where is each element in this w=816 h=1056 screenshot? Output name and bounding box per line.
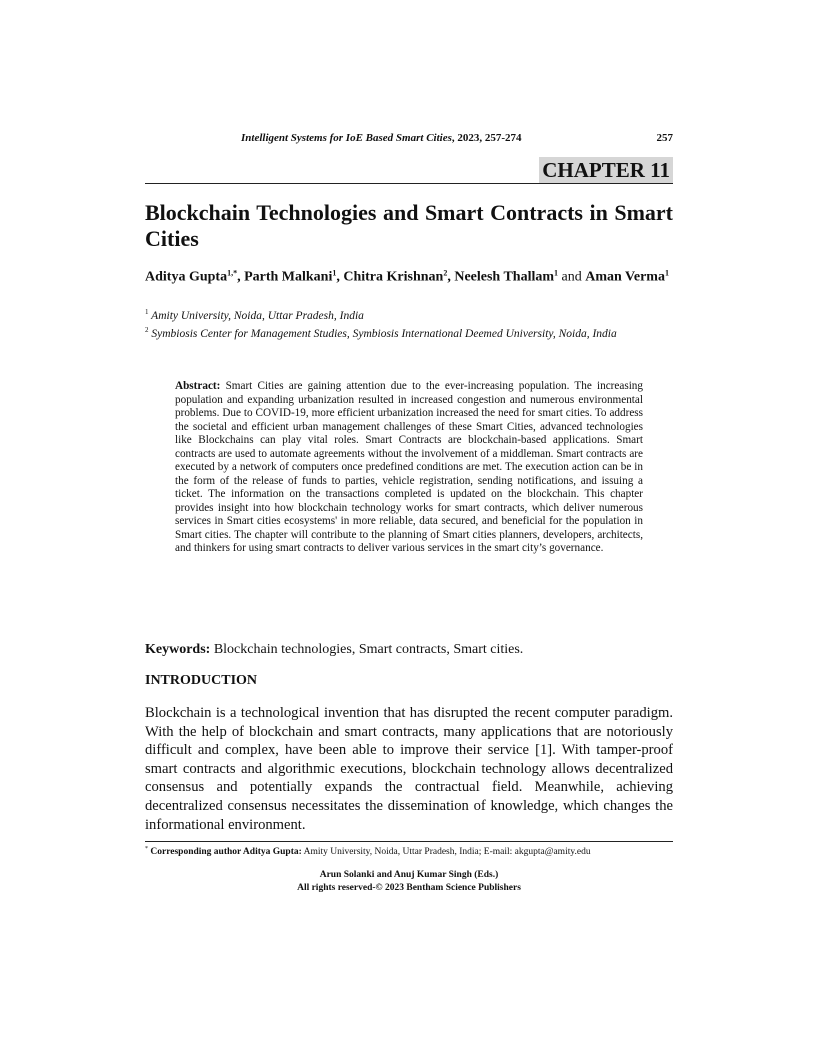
affiliation-marker: 2 <box>145 326 149 334</box>
author-separator: and <box>558 269 586 285</box>
footnote-text: Amity University, Noida, Uttar Pradesh, India; E-mail: akgupta@amity.edu <box>303 847 591 858</box>
affiliation-text: Amity University, Noida, Uttar Pradesh, India <box>151 309 364 322</box>
chapter-label: CHAPTER 11 <box>539 157 673 183</box>
abstract-text: Smart Cities are gaining attention due to the ever-increasing population. The increasing population and expanding urbanization resulted in increased congestion and numerous environmental problems. Due to COVID-19, more efficient urbanization increased the need for smart cities. To address the societal and efficient urban management challenges of these Smart Cities, advanced technologies like Blockchains can play vital roles. Smart Contracts are blockchain-based applications. Smart contracts are used to automate agreements without the involvement of a middleman. Smart contracts are executed by a network of computers once predefined conditions are met. The execution action can be in the form of the release of funds to parties, vehicle registration, sending notifications, and issuing a ticket. The information on the transactions completed is updated on the blockchain. This chapter provides insight into how blockchain technology works for smart contracts, which deliver numerous services in Smart cities ecosystems' in more reliable, data secured, and beneficial for the population in Smart cities. The chapter will contribute to the planning of Smart cities planners, developers, architects, and thinkers for using smart contracts to deliver various services in the smart city’s governance. <box>175 380 643 554</box>
author-affiliation-marker: 2 <box>443 268 448 277</box>
introduction-paragraph: Blockchain is a technological invention that has disrupted the recent computer paradigm. With the help of blockchain and smart contracts, many applications that are notoriously difficult and complex, have been able to improve their service [1]. With tamper-proof smart contracts and algorithmic executions, blockchain technology allows decentralized consensus and potentially expands the contractual field. Meanwhile, achieving decentralized consensus necessitates the dissemination of knowledge, which changes the informational environment. <box>145 705 673 833</box>
journal-citation <box>241 132 581 144</box>
keywords-label: Keywords: <box>145 642 211 657</box>
author-name: Neelesh Thallam <box>454 269 555 285</box>
author-name: Chitra Krishnan <box>343 269 444 285</box>
affiliation <box>145 305 673 324</box>
page-number: 257 <box>656 132 673 144</box>
author-separator: , <box>336 269 344 285</box>
editors-line: Arun Solanki and Anuj Kumar Singh (Eds.) <box>319 870 499 880</box>
author-name: Aditya Gupta <box>145 269 228 285</box>
author-separator: , <box>237 269 245 285</box>
rights-line: All rights reserved-© 2023 Bentham Science Publishers <box>297 883 521 893</box>
section-heading: INTRODUCTION <box>145 673 258 688</box>
footnote-marker: * <box>145 846 148 852</box>
author-name: Parth Malkani <box>244 269 333 285</box>
journal-name: Intelligent Systems for IoE Based Smart Cities <box>241 132 452 144</box>
abstract-label: Abstract: <box>175 380 221 392</box>
publisher-block <box>145 869 673 895</box>
affiliation-text: Symbiosis Center for Management Studies, Symbiosis International Deemed University, Noida, India <box>151 327 617 340</box>
footnote-rule <box>145 841 673 842</box>
affiliation-marker: 1 <box>145 308 149 316</box>
journal-year-pages: , 2023, 257-274 <box>451 132 522 144</box>
abstract <box>175 380 643 556</box>
footnote <box>145 846 685 857</box>
author-affiliation-marker: 1 <box>332 268 337 277</box>
keywords-text: Blockchain technologies, Smart contracts, Smart cities. <box>213 642 524 657</box>
chapter-title: Blockchain Technologies and Smart Contracts in Smart Cities <box>145 200 673 251</box>
keywords <box>145 642 673 658</box>
author-affiliation-marker: 1,* <box>227 268 238 277</box>
author-affiliation-marker: 1 <box>554 268 559 277</box>
affiliation <box>145 323 673 342</box>
author-affiliation-marker: 1 <box>664 268 669 277</box>
author-name: Aman Verma <box>585 269 665 285</box>
chapter-rule <box>145 183 673 184</box>
footnote-label: Corresponding author Aditya Gupta: <box>150 847 302 858</box>
author-separator: , <box>447 269 455 285</box>
author-list <box>145 264 673 287</box>
